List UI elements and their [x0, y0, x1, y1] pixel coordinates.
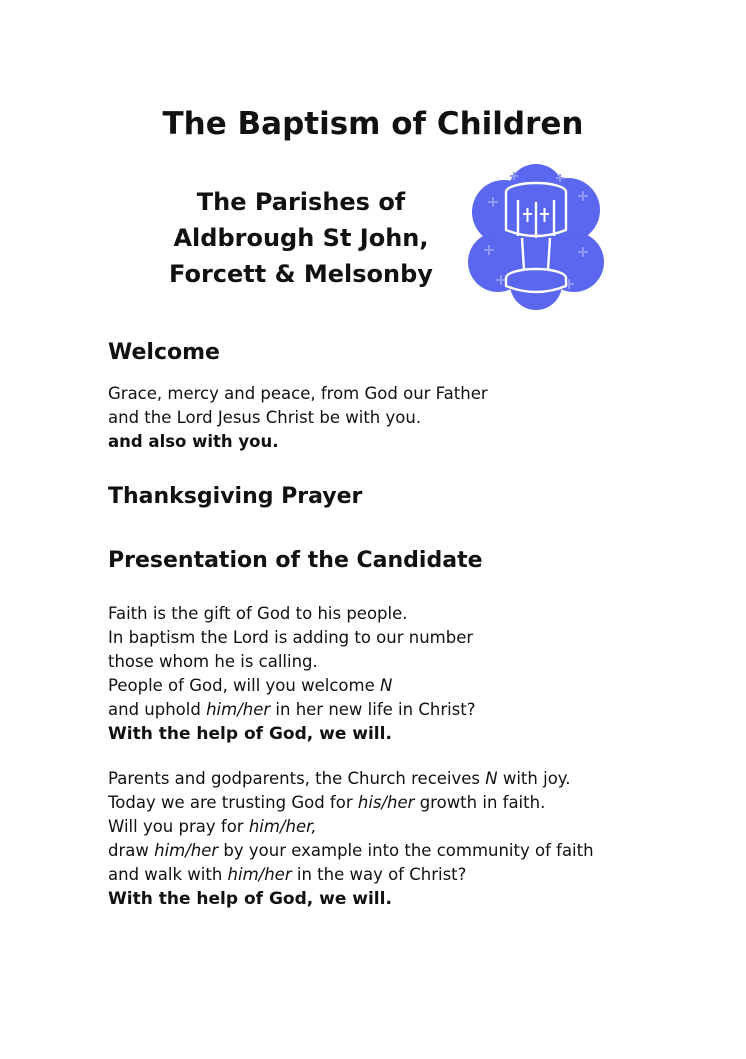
welcome-line: and the Lord Jesus Christ be with you.: [108, 408, 422, 427]
text-span: and walk with: [108, 865, 228, 884]
parishes-heading: [120, 184, 482, 292]
presentation-heading: Presentation of the Candidate: [108, 548, 483, 573]
pronoun-placeholder: him/her,: [248, 817, 317, 836]
text-span: Today we are trusting God for: [108, 793, 358, 812]
presentation-line: [108, 815, 594, 839]
presentation-line: [108, 767, 594, 791]
presentation-response: With the help of God, we will.: [108, 889, 392, 909]
presentation-response: With the help of God, we will.: [108, 724, 392, 744]
welcome-line: Grace, mercy and peace, from God our Father: [108, 384, 488, 403]
parishes-line: Forcett & Melsonby: [169, 260, 433, 288]
presentation-line: [108, 698, 476, 722]
name-placeholder: N: [379, 676, 393, 695]
text-span: with joy.: [497, 769, 571, 788]
presentation-line: those whom he is calling.: [108, 652, 318, 671]
text-span: People of God, will you welcome: [108, 676, 380, 695]
pronoun-placeholder: him/her: [206, 700, 271, 719]
thanksgiving-heading: Thanksgiving Prayer: [108, 484, 363, 509]
presentation-line: [108, 674, 476, 698]
document-title: The Baptism of Children: [162, 106, 584, 142]
pronoun-placeholder: his/her: [357, 793, 415, 812]
presentation-paragraph-1: [108, 602, 476, 746]
welcome-text: [108, 382, 488, 454]
baptismal-font-icon: [466, 162, 606, 312]
parishes-line: Aldbrough St John,: [173, 224, 429, 252]
presentation-line: [108, 863, 594, 887]
presentation-line: [108, 791, 594, 815]
text-span: in the way of Christ?: [291, 865, 467, 884]
text-span: growth in faith.: [414, 793, 546, 812]
text-span: and uphold: [108, 700, 207, 719]
text-span: Parents and godparents, the Church receives: [108, 769, 486, 788]
text-span: Will you pray for: [108, 817, 249, 836]
text-span: draw: [108, 841, 155, 860]
pronoun-placeholder: him/her: [227, 865, 292, 884]
pronoun-placeholder: him/her: [154, 841, 219, 860]
text-span: by your example into the community of faith: [218, 841, 594, 860]
presentation-line: [108, 839, 594, 863]
name-placeholder: N: [485, 769, 498, 788]
text-span: in her new life in Christ?: [270, 700, 476, 719]
presentation-line: Faith is the gift of God to his people.: [108, 604, 408, 623]
welcome-heading: Welcome: [108, 340, 220, 365]
presentation-line: In baptism the Lord is adding to our number: [108, 628, 474, 647]
presentation-paragraph-2: [108, 767, 594, 911]
parishes-line: The Parishes of: [196, 188, 406, 216]
welcome-response: and also with you.: [108, 432, 279, 451]
